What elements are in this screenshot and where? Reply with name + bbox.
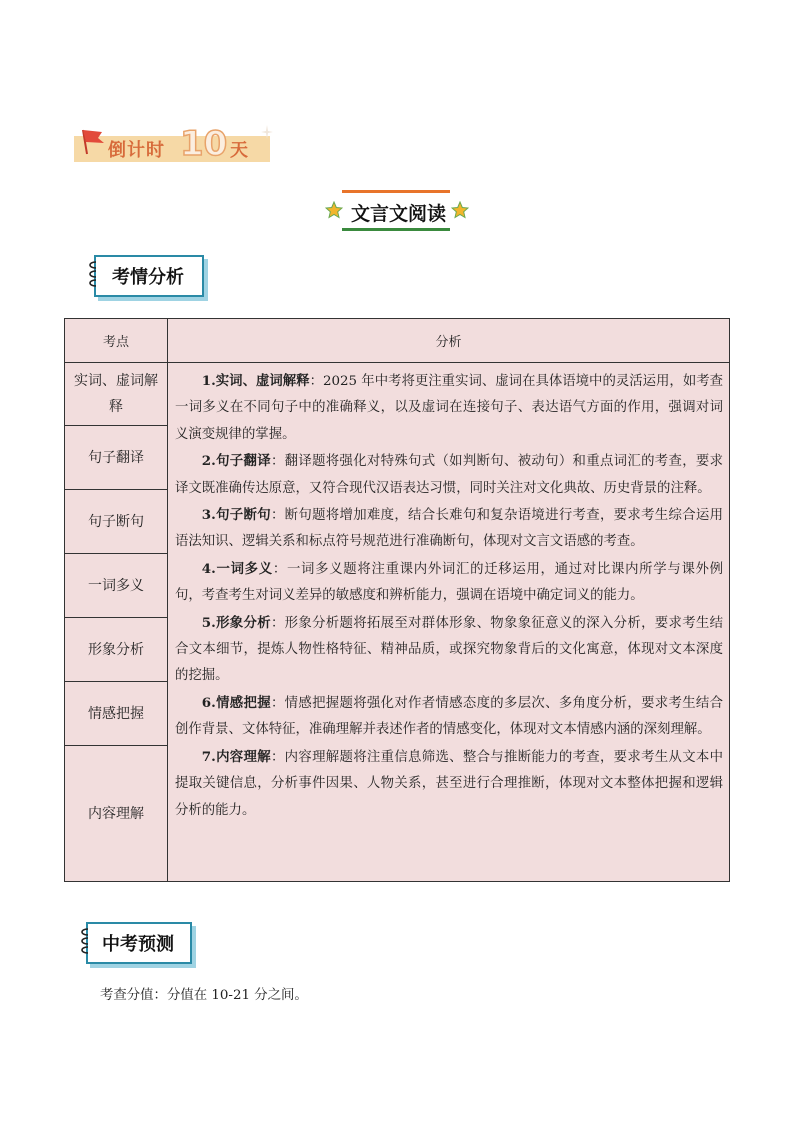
- analysis-text: [175, 368, 723, 824]
- page-title: 文言文阅读: [351, 203, 447, 225]
- banner-number: 10: [180, 124, 228, 164]
- topic-cell: 情感把握: [65, 682, 167, 746]
- section-title: 中考预测: [102, 934, 174, 955]
- analysis-body: 情感把握题将强化对作者情感态度的多层次、多角度分析，要求考生结合创作背景、文体特征，准确理解并表述作者的情感变化，体现对文本情感内涵的深刻理解。: [175, 695, 724, 738]
- topic-cell: 形象分析: [65, 618, 167, 682]
- analysis-label: 2.句子翻译: [201, 453, 271, 470]
- analysis-body: 翻译题将强化对特殊句式（如判断句、被动句）和重点词汇的考查，要求译文既准确传达原意，又符合现代汉语表达习惯，同时关注对文化典故、历史背景的注释。: [175, 454, 724, 496]
- analysis-label: 5.形象分析: [201, 614, 271, 631]
- topic-column: [65, 362, 168, 881]
- banner-unit: 天: [230, 140, 248, 161]
- analysis-table: [64, 318, 730, 882]
- header-analysis: 分析: [435, 335, 462, 350]
- star-icon-left: [325, 201, 343, 219]
- banner-prefix: 倒计时: [108, 140, 165, 161]
- analysis-body: 形象分析题将拓展至对群体形象、物象象征意义的深入分析，要求考生结合文本细节，提炼人物性格特征、精神品质，或探究物象背后的文化寓意，体现对文本深度的挖掘。: [175, 615, 724, 684]
- sparkle-icon: [260, 124, 274, 140]
- analysis-label: 7.内容理解: [201, 748, 271, 765]
- topic-cell: 实词、虚词解释: [65, 362, 167, 426]
- analysis-paragraph: 7.内容理解：内容理解题将注重信息筛选、整合与推断能力的考查，要求考生从文本中提取关键信息，分析事件因果、人物关系，甚至进行合理推断，体现对文本整体把握和逻辑分析的能力。: [175, 748, 724, 818]
- page-title-block: [325, 190, 470, 232]
- analysis-label: 3.句子断句: [201, 507, 271, 524]
- binder-coil-icon: [78, 926, 92, 958]
- section-title: 考情分析: [112, 267, 184, 288]
- analysis-label: 1.实词、虚词解释: [201, 373, 310, 389]
- analysis-body: 2025 年中考将更注重实词、虚词在具体语境中的灵活运用，如考查一词多义在不同句子中的准确释义，以及虚词在连接句子、表达语气方面的作用，强调对词义演变规律的掌握。: [175, 374, 724, 442]
- analysis-paragraph: 5.形象分析：形象分析题将拓展至对群体形象、物象象征意义的深入分析，要求考生结合文本细节，提炼人物性格特征、精神品质，或探究物象背后的文化寓意，体现对文本深度的挖掘。: [175, 614, 724, 684]
- star-icon-right: [451, 201, 469, 219]
- binder-coil-icon: [86, 259, 100, 291]
- topic-cell: 一词多义: [65, 554, 167, 618]
- topic-cell: 内容理解: [88, 805, 144, 822]
- analysis-paragraph: 2.句子翻译：翻译题将强化对特殊句式（如判断句、被动句）和重点词汇的考查，要求译文既准确传达原意，又符合现代汉语表达习惯，同时关注对文化典故、历史背景的注释。: [175, 453, 724, 496]
- analysis-label: 4.一词多义: [201, 560, 273, 577]
- analysis-paragraph: 3.句子断句：断句题将增加难度，结合长难句和复杂语境进行考查，要求考生综合运用语法知识、逻辑关系和标点符号规范进行准确断句，体现对文言文语感的考查。: [175, 507, 724, 550]
- table-header-row: [65, 319, 729, 363]
- flag-icon: [78, 126, 106, 156]
- analysis-paragraph: 4.一词多义：一词多义题将注重课内外词汇的迁移运用，通过对比课内所学与课外例句，考查考生对词义差异的敏感度和辨析能力，强调在语境中确定词义的能力。: [175, 560, 724, 604]
- analysis-body: 一词多义题将注重课内外词汇的迁移运用，通过对比课内所学与课外例句，考查考生对词义差异的敏感度和辨析能力，强调在语境中确定词义的能力。: [175, 561, 724, 604]
- title-bottom-line: [342, 228, 450, 231]
- analysis-paragraph: 1.实词、虚词解释：2025 年中考将更注重实词、虚词在具体语境中的灵活运用，如考查一词多义在不同句子中的准确释义，以及虚词在连接句子、表达语气方面的作用，强调对词义演变规律的掌握。: [175, 373, 724, 442]
- analysis-body: 内容理解题将注重信息筛选、整合与推断能力的考查，要求考生从文本中提取关键信息，分析事件因果、人物关系，甚至进行合理推断，体现对文本整体把握和逻辑分析的能力。: [175, 749, 724, 818]
- header-topic: 考点: [65, 319, 168, 362]
- analysis-paragraph: 6.情感把握：情感把握题将强化对作者情感态度的多层次、多角度分析，要求考生结合创作背景、文体特征，准确理解并表述作者的情感变化，体现对文本情感内涵的深刻理解。: [175, 694, 724, 738]
- topic-cell: 句子断句: [65, 490, 167, 554]
- analysis-label: 6.情感把握: [201, 694, 271, 711]
- analysis-body: 断句题将增加难度，结合长难句和复杂语境进行考查，要求考生综合运用语法知识、逻辑关系和标点符号规范进行准确断句，体现对文言文语感的考查。: [175, 508, 724, 550]
- section-header-prediction: [86, 922, 196, 962]
- topic-cell: 句子翻译: [65, 426, 167, 490]
- countdown-banner: [74, 124, 274, 168]
- prediction-text: 考查分值：分值在 10-21 分之间。: [100, 988, 308, 1003]
- section-header-analysis: [94, 255, 206, 295]
- title-top-line: [342, 190, 450, 193]
